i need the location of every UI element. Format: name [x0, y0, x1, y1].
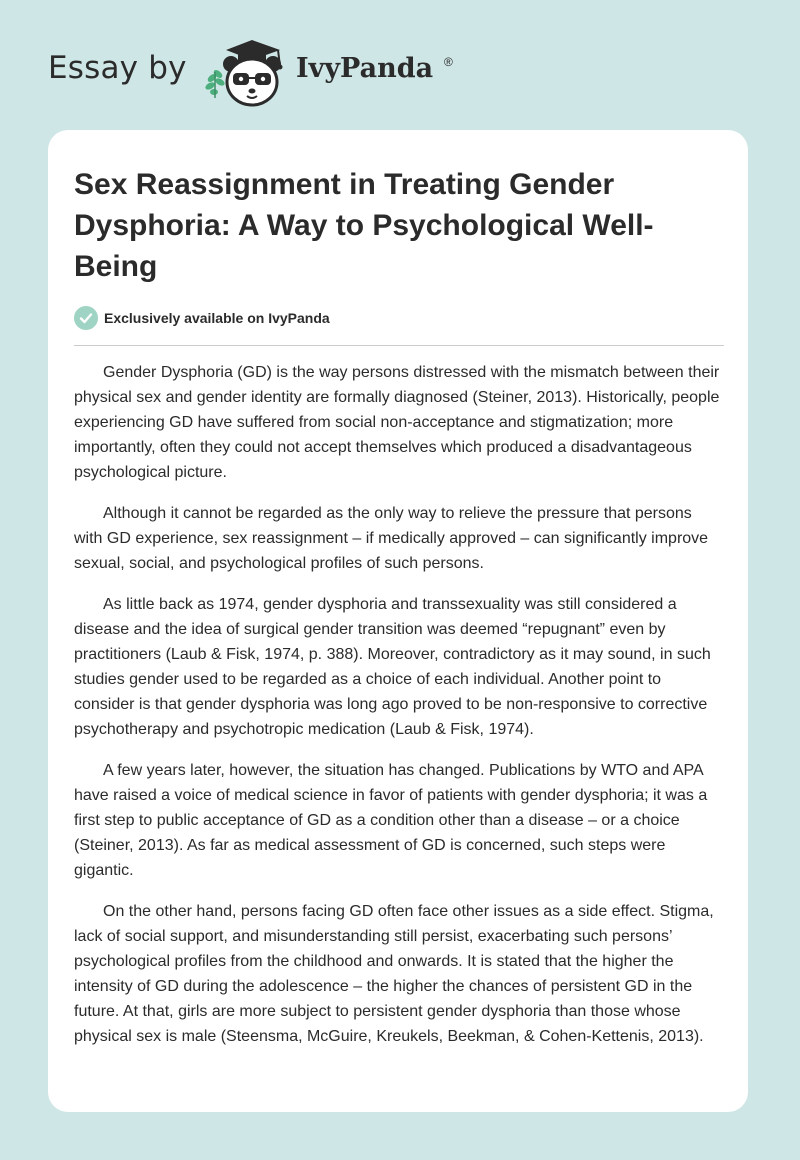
brand-name[interactable]: IvyPanda — [296, 53, 434, 84]
panda-graduate-icon[interactable] — [200, 34, 292, 110]
essay-by-label: Essay by — [48, 50, 187, 86]
exclusive-badge-label: Exclusively available on IvyPanda — [104, 310, 330, 326]
site-header — [0, 0, 800, 130]
paragraph: As little back as 1974, gender dysphoria and transsexuality was still considered a disease and the idea of surgical gender transition was deemed “repugnant” even by practitioners (Laub & Fisk, 1974, p. 388). Moreover, contradictory as it may sound, in such studies gender used to be regarded as a choice of each individual. Another point to consider is that gender dysphoria was long ago proved to be non-responsive to corrective psychotherapy and psychotropic medication (Laub & Fisk, 1974). — [74, 596, 711, 738]
essay-title: Sex Reassignment in Treating Gender Dysphoria: A Way to Psychological Well-Being — [74, 168, 654, 283]
paragraph: On the other hand, persons facing GD often face other issues as a side effect. Stigma, lack of social support, and misunderstanding still persist, exacerbating such persons’ psychological profiles from the childhood and onwards. It is stated that the higher the intensity of GD during the adolescence – the higher the chances of persistent GD in the future. At that, girls are more subject to persistent gender dysphoria than those whose physical sex is male (Steensma, McGuire, Kreukels, Beekman, & Cohen-Kettenis, 2013). — [74, 903, 714, 1045]
essay-card — [48, 130, 748, 1112]
paragraph: Gender Dysphoria (GD) is the way persons distressed with the mismatch between their physical sex and gender identity are formally diagnosed (Steiner, 2013). Historically, people experiencing GD have suffered from social non-acceptance and stigmatization; more importantly, often they could not accept themselves which produced a disadvantageous psychological picture. — [74, 364, 720, 481]
essay-body — [74, 360, 724, 1065]
paragraph: A few years later, however, the situation has changed. Publications by WTO and APA have raised a voice of medical science in favor of patients with gender dysphoria; it was a first step to public acceptance of GD as a condition other than a disease – or a choice (Steiner, 2013). As far as medical assessment of GD is concerned, such steps were gigantic. — [74, 762, 708, 879]
check-circle-icon — [74, 306, 98, 330]
paragraph: Although it cannot be regarded as the only way to relieve the pressure that persons with GD experience, sex reassignment – if medically approved – can significantly improve sexual, social, and psychological profiles of such persons. — [74, 505, 709, 572]
exclusive-badge — [74, 304, 330, 332]
registered-mark: ® — [444, 55, 453, 69]
divider — [74, 345, 724, 346]
